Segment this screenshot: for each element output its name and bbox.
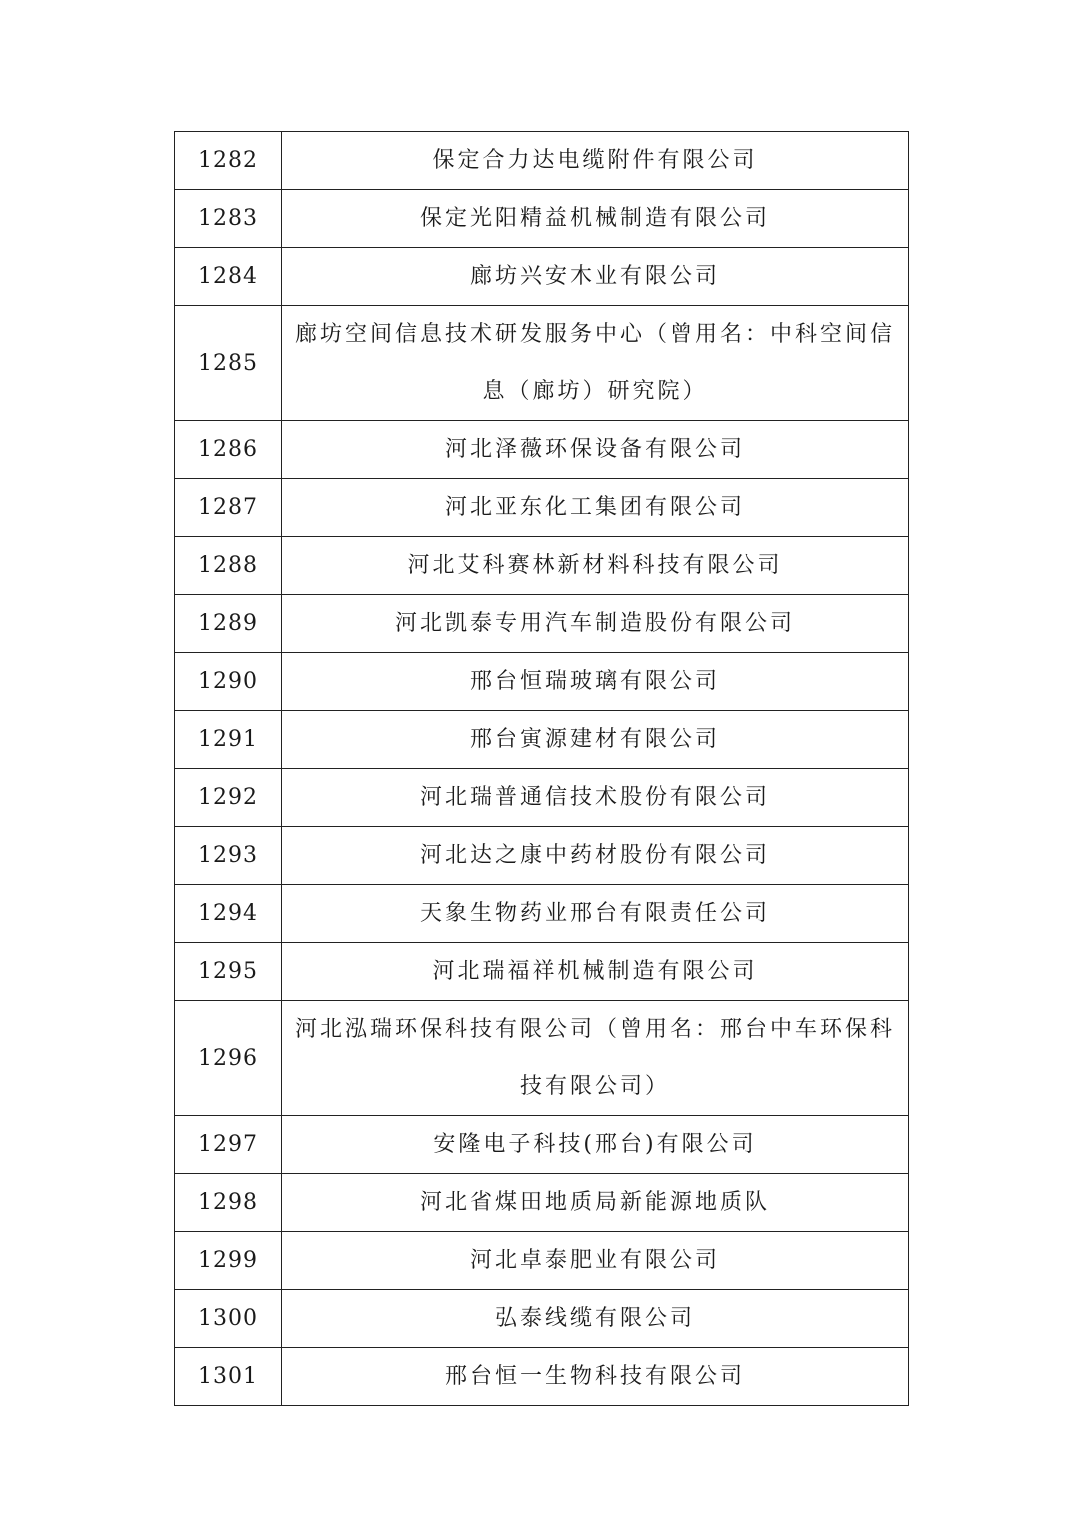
table-row bbox=[175, 653, 909, 711]
table-row bbox=[175, 190, 909, 248]
table-row bbox=[175, 885, 909, 943]
company-name: 保定合力达电缆附件有限公司 bbox=[282, 132, 909, 190]
table-row bbox=[175, 943, 909, 1001]
company-name: 天象生物药业邢台有限责任公司 bbox=[282, 885, 909, 943]
company-name: 邢台恒一生物科技有限公司 bbox=[282, 1348, 909, 1406]
company-name: 河北卓泰肥业有限公司 bbox=[282, 1232, 909, 1290]
row-number: 1292 bbox=[175, 769, 282, 827]
company-name: 河北瑞普通信技术股份有限公司 bbox=[282, 769, 909, 827]
row-number: 1295 bbox=[175, 943, 282, 1001]
company-name: 保定光阳精益机械制造有限公司 bbox=[282, 190, 909, 248]
table-row bbox=[175, 479, 909, 537]
table-row bbox=[175, 711, 909, 769]
company-name: 邢台寅源建材有限公司 bbox=[282, 711, 909, 769]
row-number: 1291 bbox=[175, 711, 282, 769]
table-row bbox=[175, 1001, 909, 1116]
company-name: 河北瑞福祥机械制造有限公司 bbox=[282, 943, 909, 1001]
company-name: 河北泽薇环保设备有限公司 bbox=[282, 421, 909, 479]
company-name: 河北达之康中药材股份有限公司 bbox=[282, 827, 909, 885]
table-row bbox=[175, 1174, 909, 1232]
row-number: 1289 bbox=[175, 595, 282, 653]
row-number: 1294 bbox=[175, 885, 282, 943]
company-name: 河北亚东化工集团有限公司 bbox=[282, 479, 909, 537]
table-row bbox=[175, 1116, 909, 1174]
row-number: 1282 bbox=[175, 132, 282, 190]
table-row bbox=[175, 827, 909, 885]
row-number: 1283 bbox=[175, 190, 282, 248]
table-row bbox=[175, 1232, 909, 1290]
company-name: 河北凯泰专用汽车制造股份有限公司 bbox=[282, 595, 909, 653]
row-number: 1290 bbox=[175, 653, 282, 711]
row-number: 1297 bbox=[175, 1116, 282, 1174]
table-row bbox=[175, 1290, 909, 1348]
row-number: 1285 bbox=[175, 306, 282, 421]
table-row bbox=[175, 537, 909, 595]
row-number: 1301 bbox=[175, 1348, 282, 1406]
company-name: 邢台恒瑞玻璃有限公司 bbox=[282, 653, 909, 711]
table-row bbox=[175, 132, 909, 190]
row-number: 1299 bbox=[175, 1232, 282, 1290]
row-number: 1293 bbox=[175, 827, 282, 885]
company-list-table bbox=[174, 131, 909, 1406]
row-number: 1286 bbox=[175, 421, 282, 479]
table-row bbox=[175, 306, 909, 421]
company-name: 廊坊兴安木业有限公司 bbox=[282, 248, 909, 306]
company-name: 河北泓瑞环保科技有限公司（曾用名：邢台中车环保科技有限公司） bbox=[282, 1001, 909, 1116]
table-row bbox=[175, 595, 909, 653]
company-name: 弘泰线缆有限公司 bbox=[282, 1290, 909, 1348]
table-row bbox=[175, 1348, 909, 1406]
row-number: 1287 bbox=[175, 479, 282, 537]
row-number: 1300 bbox=[175, 1290, 282, 1348]
company-name: 河北艾科赛林新材料科技有限公司 bbox=[282, 537, 909, 595]
table-row bbox=[175, 421, 909, 479]
table-row bbox=[175, 769, 909, 827]
row-number: 1284 bbox=[175, 248, 282, 306]
row-number: 1288 bbox=[175, 537, 282, 595]
table-row bbox=[175, 248, 909, 306]
row-number: 1296 bbox=[175, 1001, 282, 1116]
row-number: 1298 bbox=[175, 1174, 282, 1232]
company-name: 廊坊空间信息技术研发服务中心（曾用名：中科空间信息（廊坊）研究院） bbox=[282, 306, 909, 421]
company-name: 安隆电子科技(邢台)有限公司 bbox=[282, 1116, 909, 1174]
company-name: 河北省煤田地质局新能源地质队 bbox=[282, 1174, 909, 1232]
